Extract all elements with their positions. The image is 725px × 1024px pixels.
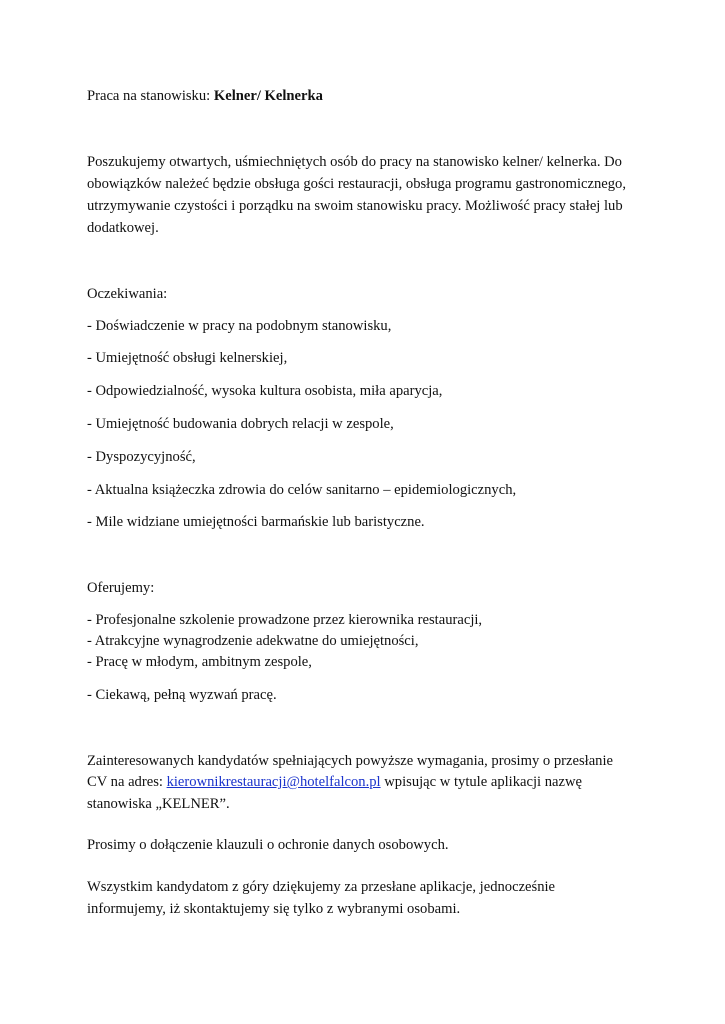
application-line: Zainteresowanych kandydatów spełniających powyższe wymagania, prosimy o przesłanie <box>87 753 614 769</box>
application-line <box>87 772 582 792</box>
intro-line: utrzymywanie czystości i porządku na swoim stanowisku pracy. Możliwość pracy stałej lub <box>87 198 623 214</box>
intro-line: Poszukujemy otwartych, uśmiechniętych osób do pracy na stanowisko kelner/ kelnerka. Do <box>87 154 622 170</box>
expectation-item: - Doświadczenie w pracy na podobnym stanowisku, <box>87 318 392 334</box>
expectation-item: - Odpowiedzialność, wysoka kultura osobista, miła aparycja, <box>87 383 443 399</box>
gdpr-note: Prosimy o dołączenie klauzuli o ochronie danych osobowych. <box>87 837 449 853</box>
offer-heading: Oferujemy: <box>87 580 155 596</box>
title-position: Kelner/ Kelnerka <box>213 88 323 104</box>
expectation-item: - Umiejętność budowania dobrych relacji w zespole, <box>87 416 394 432</box>
intro-line: obowiązków należeć będzie obsługa gości restauracji, obsługa programu gastronomicznego, <box>87 176 626 192</box>
page-title <box>87 86 323 106</box>
closing-line: Wszystkim kandydatom z góry dziękujemy za przesłane aplikacje, jednocześnie <box>87 879 556 895</box>
offer-item: - Atrakcyjne wynagrodzenie adekwatne do umiejętności, <box>87 633 419 649</box>
expectation-item: - Umiejętność obsługi kelnerskiej, <box>87 350 288 366</box>
application-suffix: wpisując w tytule aplikacji nazwę <box>380 774 583 790</box>
application-prefix: CV na adres: <box>87 774 167 790</box>
offer-item: - Ciekawą, pełną wyzwań pracę. <box>87 687 277 703</box>
email-link[interactable]: kierownikrestauracji@hotelfalcon.pl <box>166 774 381 790</box>
expectations-heading: Oczekiwania: <box>87 286 168 302</box>
intro-line: dodatkowej. <box>87 220 159 236</box>
closing-line: informujemy, iż skontaktujemy się tylko z wybranymi osobami. <box>87 901 461 917</box>
title-prefix: Praca na stanowisku: <box>87 88 214 104</box>
offer-item: - Profesjonalne szkolenie prowadzone przez kierownika restauracji, <box>87 612 483 628</box>
expectation-item: - Dyspozycyjność, <box>87 449 196 465</box>
expectation-item: - Aktualna książeczka zdrowia do celów sanitarno – epidemiologicznych, <box>87 482 517 498</box>
offer-item: - Pracę w młodym, ambitnym zespole, <box>87 654 312 670</box>
application-line: stanowiska „KELNER”. <box>87 796 230 812</box>
expectation-item: - Mile widziane umiejętności barmańskie lub baristyczne. <box>87 514 425 530</box>
